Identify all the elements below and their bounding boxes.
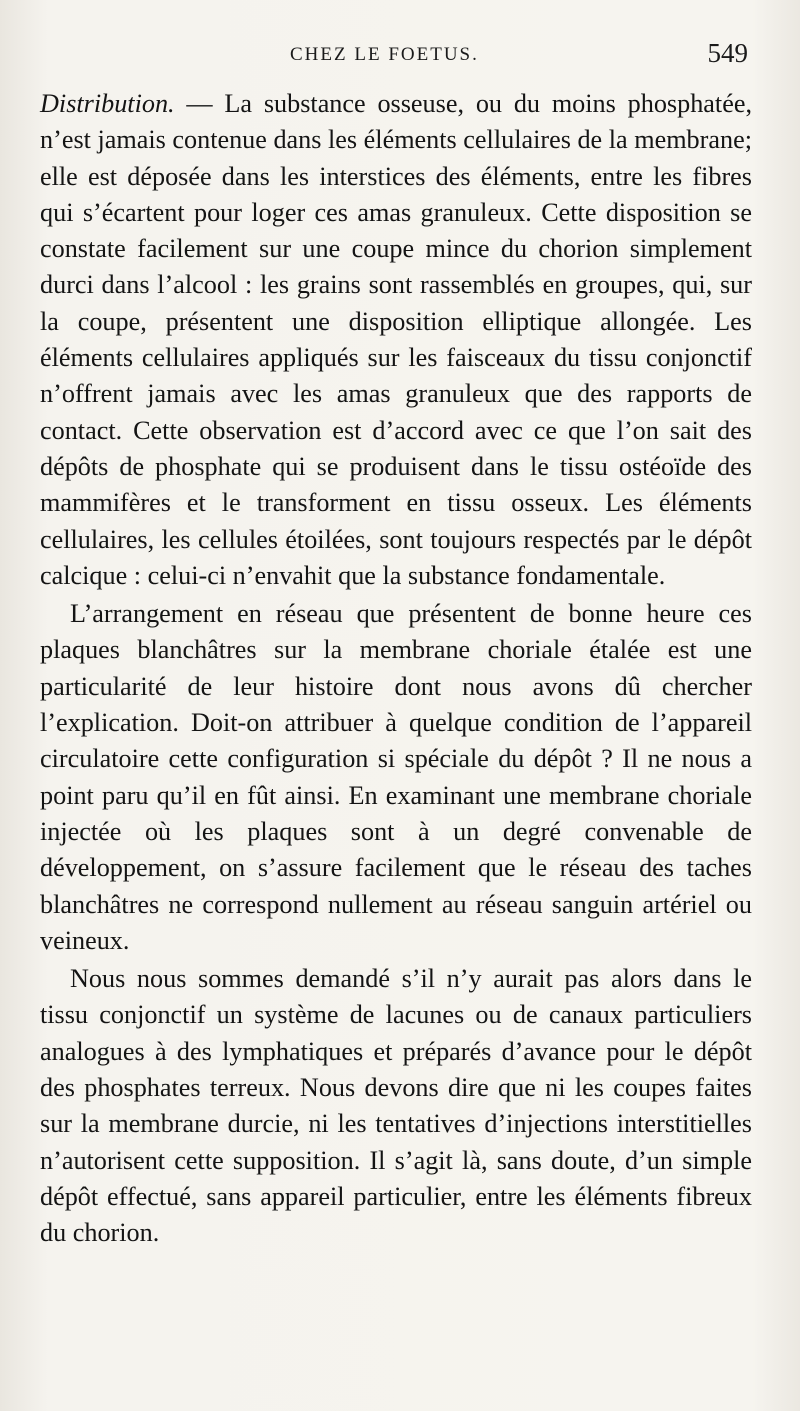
paragraph-arrangement: L’arrangement en réseau que présentent de bonne heure ces plaques blanchâtres sur la membrane choriale étalée est une particularité de leur histoire dont nous avons dû chercher l’explication. Doit-on attribuer à quelque condition de l’appareil circulatoire cette configuration si spéciale du dépôt ? Il ne nous a point paru qu’il en fût ainsi. En examinant une membrane choriale injectée où les plaques sont à un degré convenable de développement, on s’assure facilement que le réseau des taches blanchâtres ne correspond nullement au réseau sanguin artériel ou veineux.: [40, 599, 752, 955]
page-number: 549: [707, 38, 748, 68]
running-header: [40, 38, 760, 78]
paragraph-distribution: [40, 86, 752, 594]
body-text: [40, 86, 752, 1254]
section-lead-distribution: Distribution.: [40, 89, 175, 118]
paragraph-supposition: Nous nous sommes demandé s’il n’y aurait pas alors dans le tissu conjonctif un système de lacunes ou de canaux particuliers analogues à des lymphatiques et préparés d’avance pour le dépôt des phosphates terreux. Nous devons dire que ni les coupes faites sur la membrane durcie, ni les tentatives d’injections interstitielles n’autorisent cette supposition. Il s’agit là, sans doute, d’un simple dépôt effectué, sans appareil particulier, entre les éléments fibreux du chorion.: [40, 964, 752, 1248]
running-title: CHEZ LE FOETUS.: [290, 44, 479, 65]
paragraph-text: — La substance osseuse, ou du moins phosphatée, n’est jamais contenue dans les éléments cellulaires de la membrane; elle est déposée dans les interstices des éléments, entre les fibres qui s’écartent pour loger ces amas granuleux. Cette disposition se constate facilement sur une coupe mince du chorion simplement durci dans l’alcool : les grains sont rassemblés en groupes, qui, sur la coupe, présentent une disposition elliptique allongée. Les éléments cellulaires appliqués sur les faisceaux du tissu conjonctif n’offrent jamais avec les amas granuleux que des rapports de contact. Cette observation est d’accord avec ce que l’on sait des dépôts de phosphate qui se produisent dans le tissu ostéoïde des mammifères et le transforment en tissu osseux. Les éléments cellulaires, les cellules étoilées, sont toujours respectés par le dépôt calcique : celui-ci n’envahit que la substance fondamentale.: [40, 89, 752, 590]
